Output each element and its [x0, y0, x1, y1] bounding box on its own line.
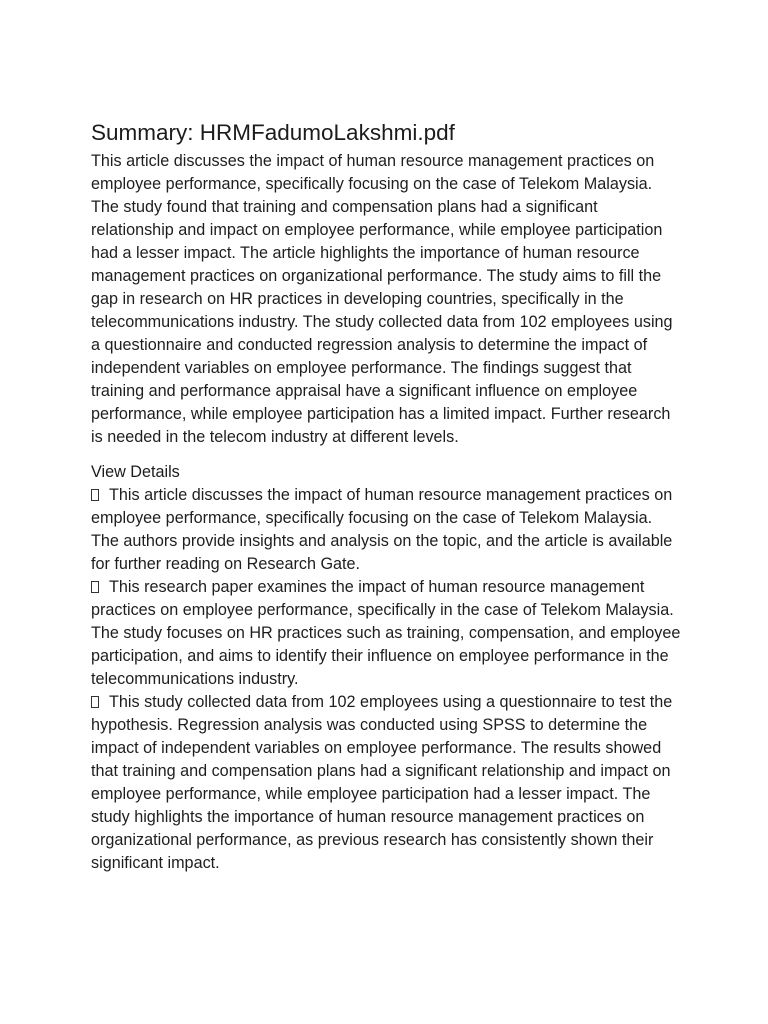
details-item-text: This study collected data from 102 employees using a questionnaire to test the hypothesis. Regression analysis was conducted using SPSS to determine the impact of independent variables on employee performance. The results showed that training and compensation plans had a significant relationship and impact on employee performance, while employee participation had a lesser impact. The study highlights the importance of human resource management practices on organizational performance, as previous research has consistently shown their significant impact.	[91, 693, 673, 872]
details-item	[91, 484, 681, 576]
view-details-heading: View Details	[91, 463, 180, 481]
page-title: Summary: HRMFadumoLakshmi.pdf	[91, 120, 455, 145]
details-item	[91, 691, 681, 875]
missing-glyph-icon	[91, 581, 99, 593]
details-list	[91, 484, 681, 875]
document-page	[91, 118, 681, 875]
details-item-text: This article discusses the impact of human resource management practices on employee performance, specifically focusing on the case of Telekom Malaysia. The authors provide insights and analysis on the topic, and the article is available for further reading on Research Gate.	[91, 486, 673, 573]
summary-paragraph: This article discusses the impact of human resource management practices on employee performance, specifically focusing on the case of Telekom Malaysia. The study found that training and compensation plans had a significant relationship and impact on employee performance, while employee participation had a lesser impact. The article highlights the importance of human resource management practices on organizational performance. The study aims to fill the gap in research on HR practices in developing countries, specifically in the telecommunications industry. The study collected data from 102 employees using a questionnaire and conducted regression analysis to determine the impact of independent variables on employee performance. The findings suggest that training and performance appraisal have a significant influence on employee performance, while employee participation has a limited impact. Further research is needed in the telecom industry at different levels.	[91, 152, 673, 446]
missing-glyph-icon	[91, 489, 99, 501]
missing-glyph-icon	[91, 696, 99, 708]
details-item-text: This research paper examines the impact of human resource management practices on employee performance, specifically in the case of Telekom Malaysia. The study focuses on HR practices such as training, compensation, and employee participation, and aims to identify their influence on employee performance in the telecommunications industry.	[91, 578, 681, 688]
details-item	[91, 576, 681, 691]
